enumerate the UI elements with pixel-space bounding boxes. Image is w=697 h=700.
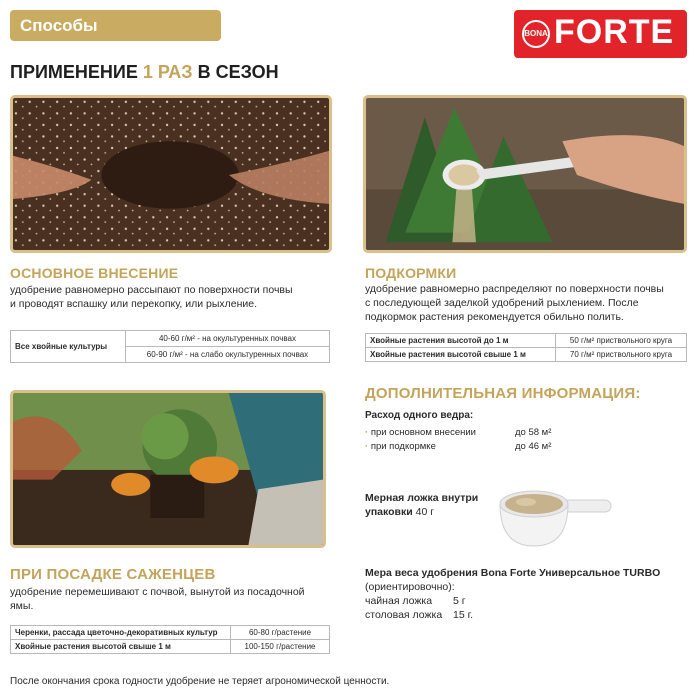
title-suffix: В СЕЗОН	[192, 62, 279, 82]
basic-text-line1: удобрение равномерно рассыпают по поверхности почвы	[10, 284, 293, 296]
additional-title: ДОПОЛНИТЕЛЬНАЯ ИНФОРМАЦИЯ:	[365, 385, 641, 402]
table-row	[11, 331, 330, 347]
basic-text	[10, 283, 340, 311]
logo-forte-text: FORTE	[554, 13, 675, 51]
title-prefix: ПРИМЕНЕНИЕ	[10, 62, 143, 82]
measure-label: столовая ложка	[365, 609, 443, 621]
planting-title: ПРИ ПОСАДКЕ САЖЕНЦЕВ	[10, 566, 216, 583]
table-row	[11, 626, 330, 640]
feeding-text-line3: подкормок растения рекомендуется обильно полить.	[365, 311, 624, 323]
planting-text-line2: ямы.	[10, 600, 34, 612]
logo-bona-badge: BONA	[522, 20, 550, 48]
measure-title: Мера веса удобрения Bona Forte Универсальное TURBO	[365, 567, 661, 579]
brand-logo	[514, 10, 687, 58]
basic-title: ОСНОВНОЕ ВНЕСЕНИЕ	[10, 265, 179, 281]
feeding-table	[365, 333, 687, 362]
footer-note: После окончания срока годности удобрение не теряет агрономической ценности.	[10, 676, 390, 687]
measure-value: 5 г	[453, 595, 466, 607]
planting-table-value: 100-150 г/растение	[231, 640, 330, 654]
basic-table	[10, 330, 330, 363]
spoon-caption-line1: Мерная ложка внутри	[365, 492, 479, 504]
measure-value: 15 г.	[453, 609, 474, 621]
bucket-item-feeding	[365, 441, 565, 452]
basic-table-row2: 60-90 г/м² - на слабо окультуренных почвах	[126, 347, 330, 363]
bullet-dot-icon: ·	[365, 427, 369, 438]
feeding-table-value: 50 г/м² приствольного круга	[556, 334, 687, 348]
bucket-item-label: при подкормке	[370, 441, 436, 452]
measure-label: чайная ложка	[365, 595, 433, 607]
feeding-text	[365, 282, 695, 324]
table-row	[366, 334, 687, 348]
table-row	[366, 348, 687, 362]
bucket-item-main	[365, 427, 565, 438]
title-accent: 1 РАЗ	[142, 62, 193, 82]
spoon-caption	[365, 491, 478, 519]
planting-table-label: Черенки, рассада цветочно-декоративных культур	[11, 626, 231, 640]
measure-block	[365, 566, 660, 622]
bullet-dot-icon: ·	[365, 441, 369, 452]
feeding-title: ПОДКОРМКИ	[365, 265, 457, 281]
planting-text	[10, 585, 340, 613]
spoon-caption-line2: упаковки	[365, 506, 413, 518]
basic-table-row1: 40-60 г/м² - на окультуренных почвах	[126, 331, 330, 347]
measure-row	[365, 608, 660, 622]
basic-text-line2: и проводят вспашку или перекопку, или рыхление.	[10, 298, 258, 310]
bucket-item-value: до 58 м²	[515, 427, 552, 438]
planting-text-line1: удобрение перемешивают с почвой, вынутой из посадочной	[10, 586, 305, 598]
feeding-text-line2: с последующей заделкой удобрений рыхлением. После	[365, 297, 639, 309]
bucket-item-value: до 46 м²	[515, 441, 552, 452]
photo-spoon-conifer	[363, 95, 687, 253]
photo-soil-hands	[10, 95, 332, 253]
bucket-item-label: при основном внесении	[370, 427, 476, 438]
feeding-table-label: Хвойные растения высотой свыше 1 м	[366, 348, 556, 362]
feeding-table-label: Хвойные растения высотой до 1 м	[366, 334, 556, 348]
photo-planting	[10, 390, 326, 548]
measuring-spoon-icon	[496, 482, 616, 550]
page-title	[10, 62, 279, 83]
basic-table-label: Все хвойные культуры	[11, 331, 126, 363]
measure-note: (ориентировочно):	[365, 581, 455, 593]
planting-table-value: 60-80 г/растение	[231, 626, 330, 640]
measure-row	[365, 594, 660, 608]
bucket-title: Расход одного ведра:	[365, 410, 474, 421]
planting-table	[10, 625, 330, 654]
header-banner: Способы использования	[10, 10, 221, 41]
planting-table-label: Хвойные растения высотой свыше 1 м	[11, 640, 231, 654]
feeding-table-value: 70 г/м² приствольного круга	[556, 348, 687, 362]
table-row	[11, 640, 330, 654]
feeding-text-line1: удобрение равномерно распределяют по поверхности почвы	[365, 283, 664, 295]
spoon-weight: 40 г	[415, 506, 435, 518]
